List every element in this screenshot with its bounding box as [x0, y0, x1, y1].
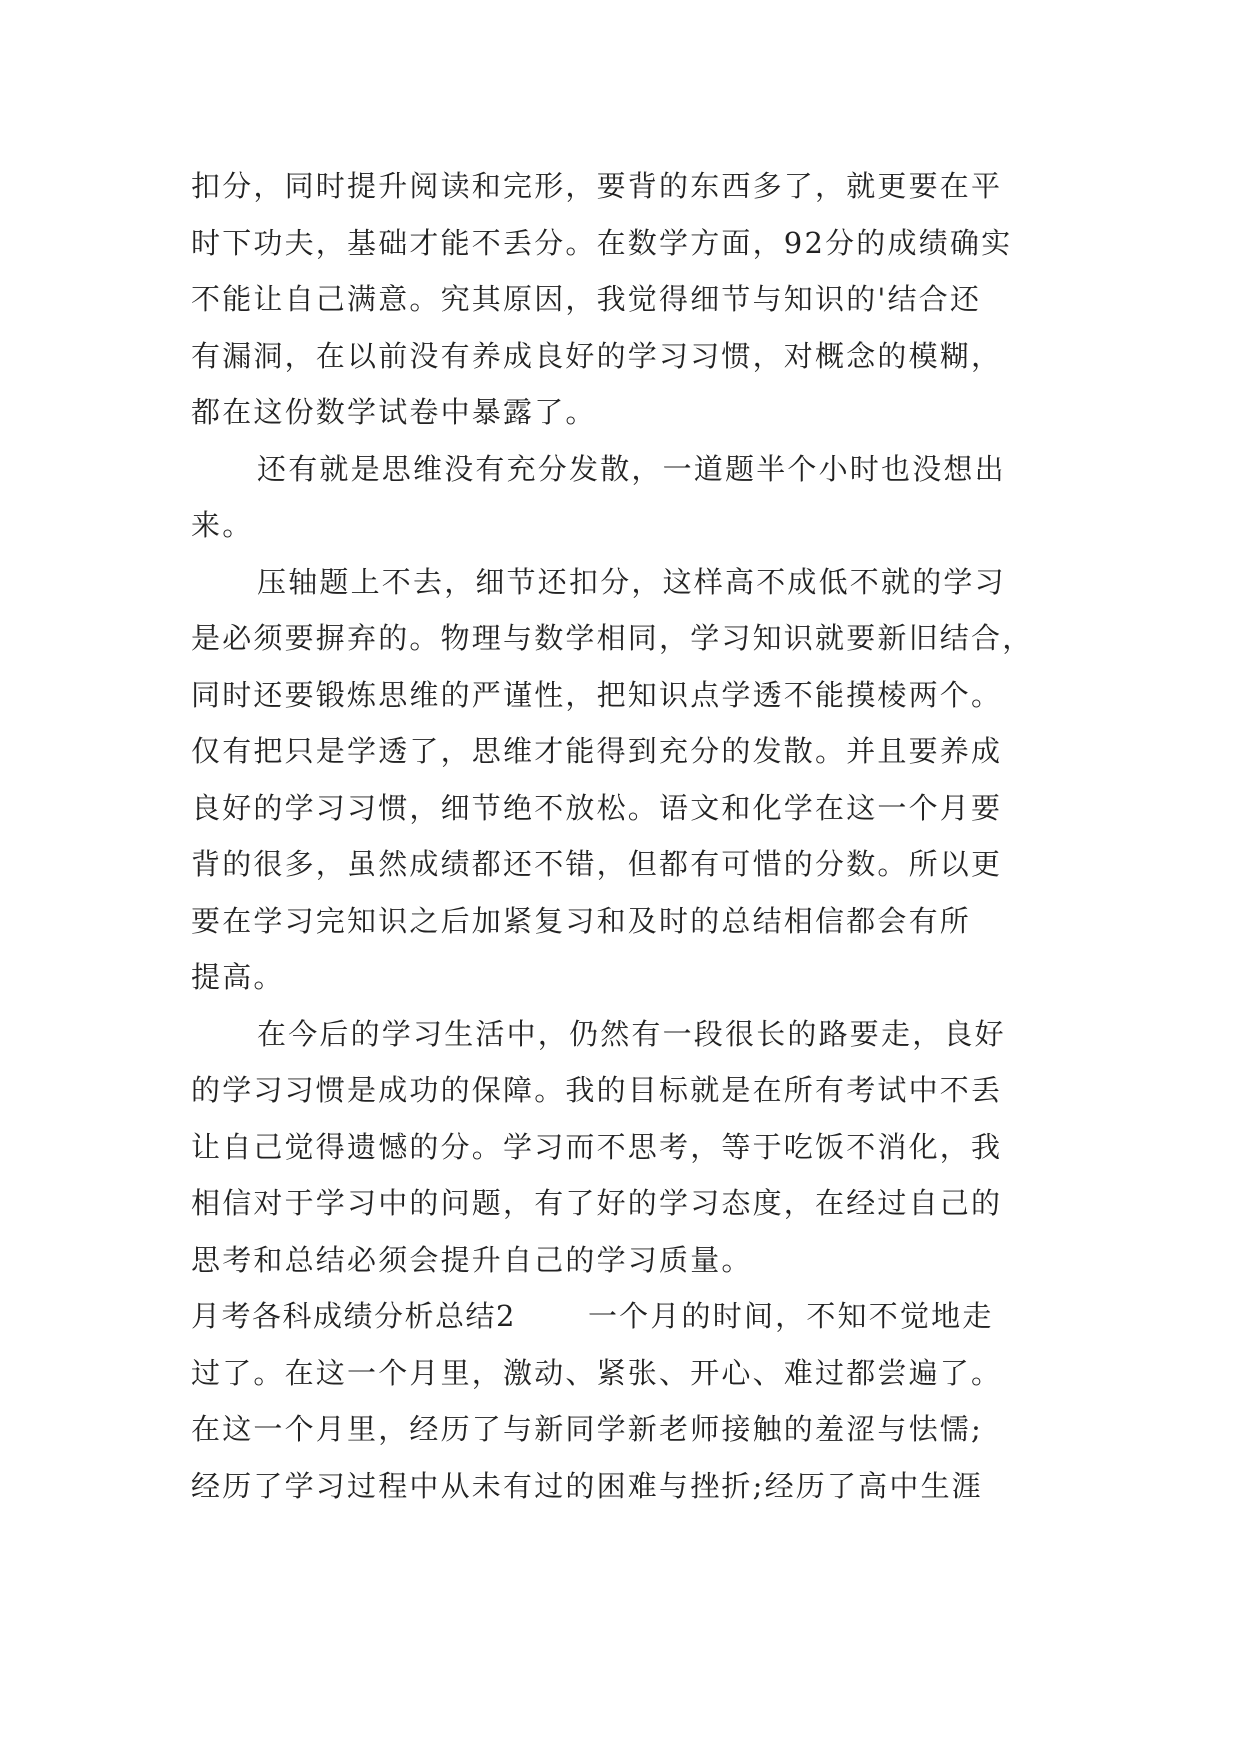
paragraph-start-line: 在今后的学习生活中，仍然有一段很长的路要走，良好 [257, 1016, 1006, 1051]
text-line: 仅有把只是学透了，思维才能得到充分的发散。并且要养成 [191, 734, 1003, 768]
text-line: 过了。在这一个月里，激动、紧张、开心、难过都尝遍了。 [191, 1355, 1003, 1390]
paragraph-start-line: 压轴题上不去，细节还扣分，这样高不成低不就的学习 [257, 564, 1006, 599]
text-line: 经历了学习过程中从未有过的困难与挫折;经历了高中生涯 [191, 1468, 983, 1503]
text-line: 的学习习惯是成功的保障。我的目标就是在所有考试中不丢 [191, 1073, 1003, 1107]
text-line: 同时还要锻炼思维的严谨性，把知识点学透不能摸棱两个。 [191, 677, 1003, 712]
text-line: 不能让自己满意。究其原因，我觉得细节与知识的'结合还 [191, 282, 982, 316]
text-line: 是必须要摒弃的。物理与数学相同，学习知识就要新旧结合， [191, 621, 1034, 655]
text-line: 都在这份数学试卷中暴露了。 [191, 395, 597, 429]
document-body [191, 158, 1071, 1514]
text-line: 有漏洞，在以前没有养成良好的学习习惯，对概念的模糊， [191, 338, 1003, 373]
text-line: 相信对于学习中的问题，有了好的学习态度，在经过自己的 [191, 1186, 1003, 1220]
text-line: 在这一个月里，经历了与新同学新老师接触的羞涩与怯懦; [191, 1412, 983, 1446]
text-line: 来。 [191, 508, 254, 542]
text-line: 背的很多，虽然成绩都还不错，但都有可惜的分数。所以更 [191, 847, 1003, 881]
paragraph-start-line: 还有就是思维没有充分发散，一道题半个小时也没想出 [257, 451, 1006, 486]
text-line: 时下功夫，基础才能不丢分。在数学方面，92分的成绩确实 [191, 225, 1013, 260]
text-line: 思考和总结必须会提升自己的学习质量。 [191, 1242, 753, 1277]
text-line: 要在学习完知识之后加紧复习和及时的总结相信都会有所 [191, 903, 972, 938]
section-heading: 月考各科成绩分析总结2 [191, 1299, 516, 1333]
text-line: 良好的学习习惯，细节绝不放松。语文和化学在这一个月要 [191, 790, 1003, 825]
text-line: 让自己觉得遗憾的分。学习而不思考，等于吃饭不消化，我 [191, 1129, 1003, 1164]
text-line: 提高。 [191, 960, 285, 994]
heading-continuation-text: 一个月的时间，不知不觉地走 [587, 1299, 994, 1333]
text-line: 扣分，同时提升阅读和完形，要背的东西多了，就更要在平 [191, 169, 1003, 203]
section-heading-line [191, 1288, 1071, 1345]
